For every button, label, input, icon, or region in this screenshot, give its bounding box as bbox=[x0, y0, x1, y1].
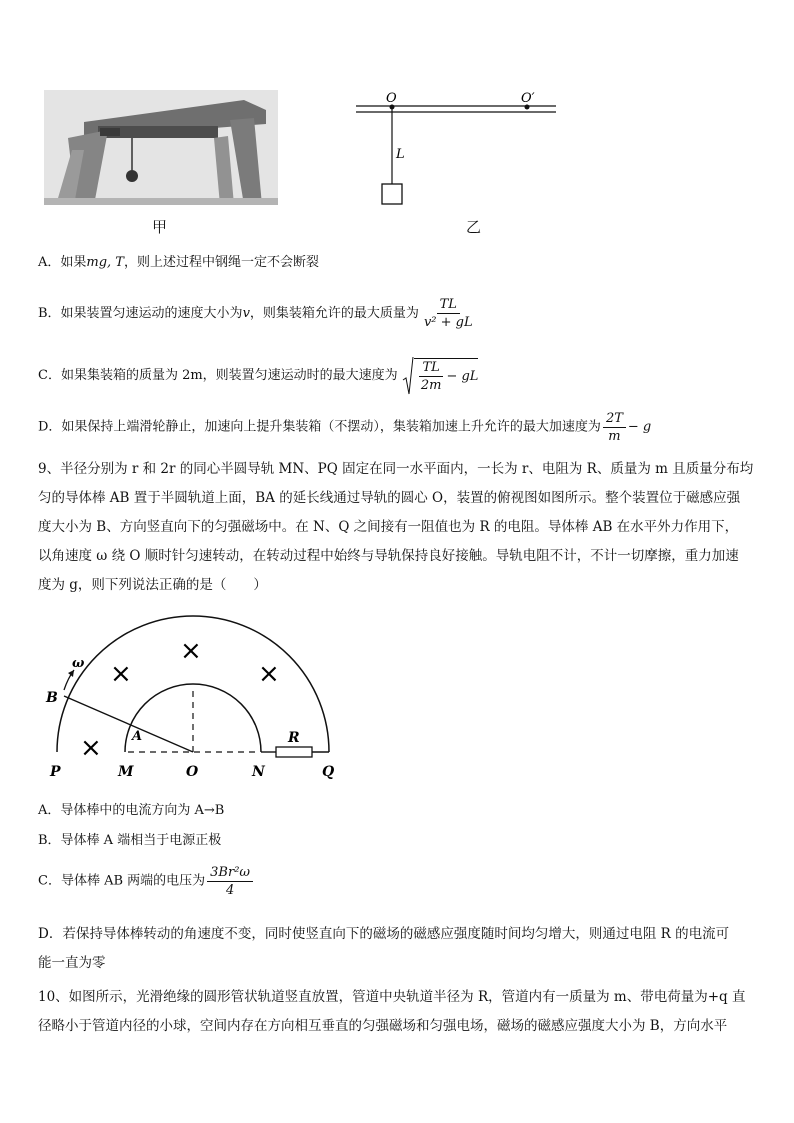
label-length: L bbox=[396, 147, 405, 162]
resistor bbox=[276, 747, 312, 757]
field-cross: × bbox=[258, 659, 280, 689]
q8-option-b: B．如果装置匀速运动的速度大小为v，则集装箱允许的最大质量为 $\frac{TL}{\text{v² + gL}}$ bbox=[38, 296, 478, 331]
label-p: P bbox=[50, 764, 61, 780]
q9-option-a: A．导体棒中的电流方向为 A→B bbox=[38, 803, 225, 818]
label-q: Q bbox=[322, 764, 335, 780]
q9-option-b: B．导体棒 A 端相当于电源正极 bbox=[38, 833, 222, 848]
q9-stem: 9、半径分别为 r 和 2r 的同心半圆导轨 MN、PQ 固定在同一水平面内，一长为 r、电阻为 R、质量为 m 且质量分布均 匀的导体棒 AB 置于半圆轨道上面，BA 的延长线通过导轨的圆心 O，装置的俯视图如图所示。整个装置位于磁感应强 度大小为 B、方向竖直向下的匀强磁场中。在 N、Q 之间接有一阻值也为 R 的电阻。导体棒 AB 在水平外力作用下， 以角速度 ω 绕 O 顺时针匀速转动，在转动过程中始终与导轨保持良好接触。导轨电阻不计，不计一切摩擦，重力加速 度为 g，则下列说法正确的是（ ） bbox=[38, 461, 754, 593]
field-cross: × bbox=[80, 733, 102, 763]
q8-option-d: D．如果保持上端滑轮静止，加速向上提升集装箱（不摆动），集装箱加速上升允许的最大加速度为 $\frac{2T}{m}$ − g bbox=[38, 411, 652, 444]
sqrt-expression: $\frac{TL}{2m}$ − gL bbox=[402, 356, 479, 396]
container-box bbox=[382, 184, 402, 204]
field-cross: × bbox=[180, 636, 202, 666]
label-n: N bbox=[252, 764, 265, 780]
figure-caption-jia: 甲 bbox=[152, 218, 168, 236]
label-m: M bbox=[118, 764, 134, 780]
q8-option-c: C．如果集装箱的质量为 2m，则装置匀速运动时的最大速度为 $\frac{TL}{2m}$ − gL bbox=[38, 356, 478, 396]
q8-option-a: A．如果mg, T，则上述过程中钢绳一定不会断裂 bbox=[38, 255, 319, 270]
label-omega: ω bbox=[72, 656, 85, 671]
q10-stem: 10、如图所示，光滑绝缘的圆形管状轨道竖直放置，管道中央轨道半径为 R，管道内有一质量为 m、带电荷量为+q 直 径略小于管道内径的小球，空间内存在方向相互垂直的匀强磁场和匀强电场，磁场的磁感应强度大小为 B，方向水平 bbox=[38, 989, 746, 1034]
label-b: B bbox=[46, 690, 58, 706]
rail-diagram bbox=[40, 610, 350, 780]
sqrt-sign-icon bbox=[402, 356, 414, 396]
field-cross: × bbox=[110, 659, 132, 689]
label-o-prime: O′ bbox=[521, 91, 535, 106]
label-o: O bbox=[186, 764, 199, 780]
label-a: A bbox=[132, 729, 143, 744]
figure-caption-yi: 乙 bbox=[466, 218, 482, 236]
gantry-crane-image bbox=[44, 90, 278, 205]
q9-option-d: D．若保持导体棒转动的角速度不变，同时使竖直向下的磁场的磁感应强度随时间均匀增大，则通过电阻 R 的电流可 能一直为零 bbox=[38, 926, 730, 971]
crane-photo bbox=[44, 90, 278, 205]
q9-option-c: C．导体棒 AB 两端的电压为 $\frac{\text{3Br²ω}}{4}$ bbox=[38, 864, 255, 899]
b-fraction: $\frac{TL}{\text{v² + gL}}$ bbox=[423, 297, 473, 330]
label-o: O bbox=[386, 91, 397, 106]
pulley-diagram bbox=[352, 86, 572, 216]
rotation-arrow-head bbox=[68, 670, 74, 677]
label-r: R bbox=[288, 730, 300, 746]
